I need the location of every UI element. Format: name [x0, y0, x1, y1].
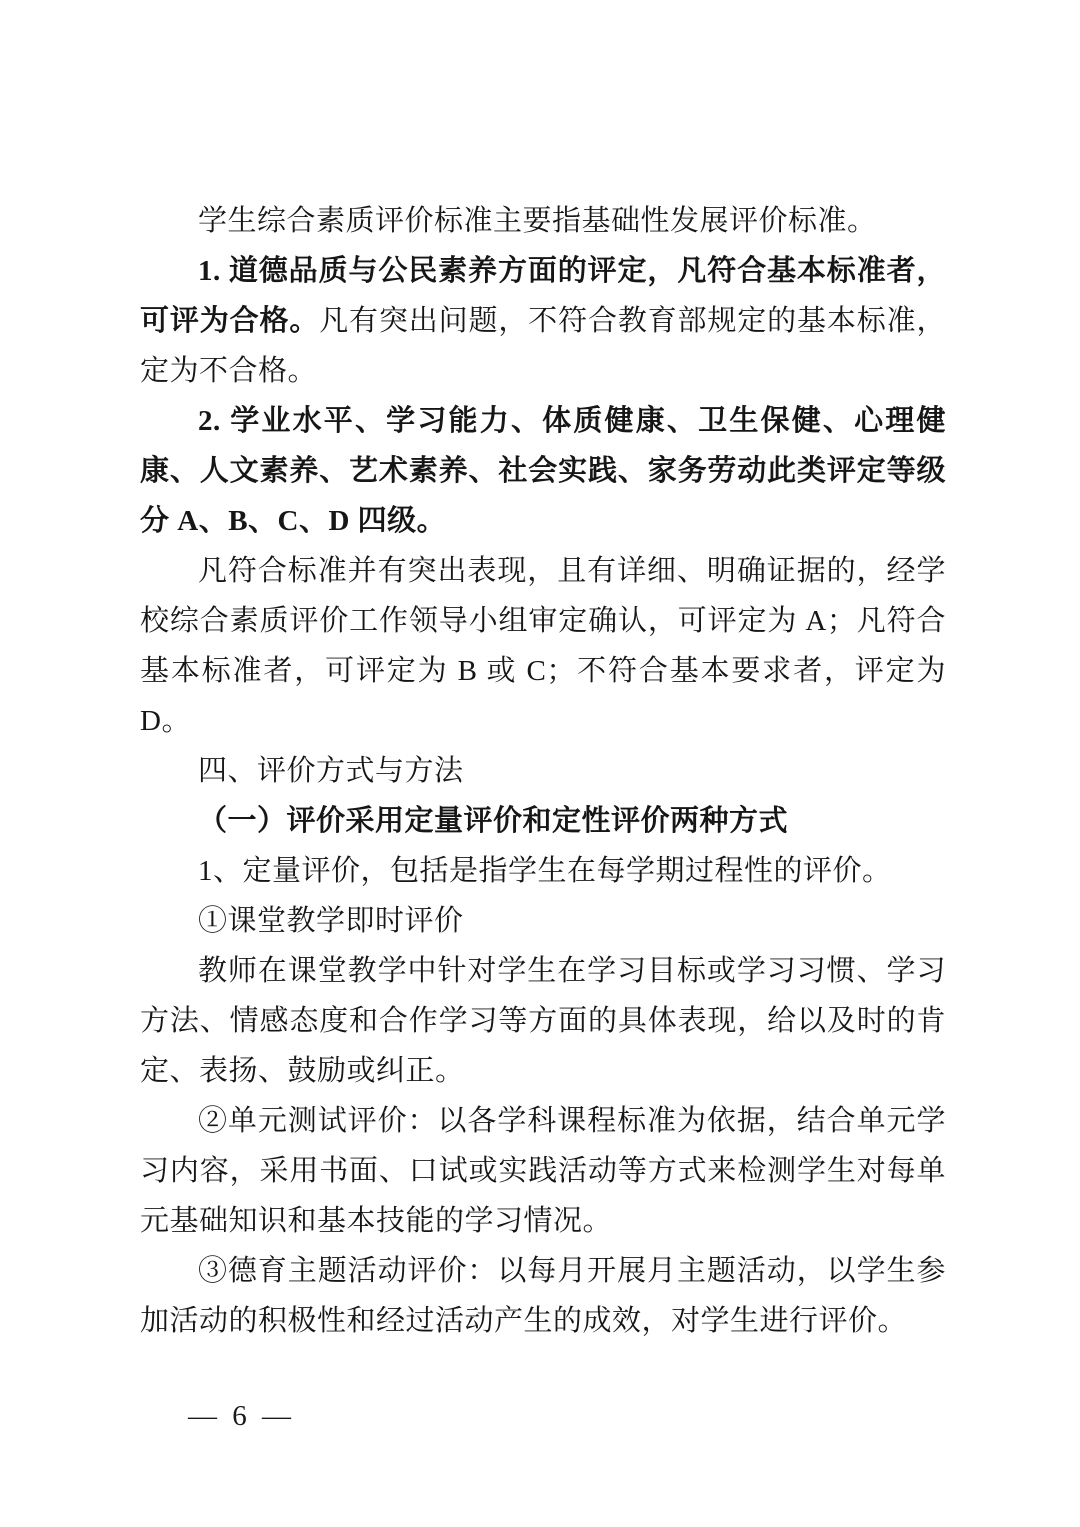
method-3-text: ③德育主题活动评价：以每月开展月主题活动，以学生参加活动的积极性和经过活动产生的成效，对学生进行评价。 [140, 1255, 946, 1337]
section-4-sub-1-heading [140, 796, 946, 846]
grading-rule-paragraph [140, 546, 946, 746]
section-4-heading-text: 四、评价方式与方法 [198, 755, 464, 787]
quantitative-intro-paragraph [140, 846, 946, 896]
grading-rule-text: 凡符合标准并有突出表现，且有详细、明确证据的，经学校综合素质评价工作领导小组审定确认，可评定为 A；凡符合基本标准者，可评定为 B 或 C；不符合基本要求者，评定为 D。 [140, 555, 946, 737]
method-1-title-text: ①课堂教学即时评价 [198, 905, 464, 937]
section-4-heading [140, 746, 946, 796]
document-body [140, 196, 946, 1346]
method-1-title [140, 896, 946, 946]
item-1-bold-text: 1. 道德品质与公民素养方面的评定，凡符合基本标准者，可评为合格。 [140, 255, 946, 337]
section-4-sub-1-heading-text: （一）评价采用定量评价和定性评价两种方式 [198, 805, 789, 837]
page-number: — 6 — [188, 1400, 295, 1432]
method-1-paragraph [140, 946, 946, 1096]
method-2-paragraph [140, 1096, 946, 1246]
intro-paragraph [140, 196, 946, 246]
item-2-paragraph [140, 396, 946, 546]
quantitative-intro-text: 1、定量评价，包括是指学生在每学期过程性的评价。 [198, 855, 892, 887]
item-1-paragraph [140, 246, 946, 396]
intro-text: 学生综合素质评价标准主要指基础性发展评价标准。 [198, 205, 877, 237]
item-2-bold-text: 2. 学业水平、学习能力、体质健康、卫生保健、心理健康、人文素养、艺术素养、社会实践、家务劳动此类评定等级分 A、B、C、D 四级。 [140, 405, 946, 537]
method-3-paragraph [140, 1246, 946, 1346]
method-1-body-text: 教师在课堂教学中针对学生在学习目标或学习习惯、学习方法、情感态度和合作学习等方面的具体表现，给以及时的肯定、表扬、鼓励或纠正。 [140, 955, 946, 1087]
method-2-text: ②单元测试评价：以各学科课程标准为依据，结合单元学习内容，采用书面、口试或实践活动等方式来检测学生对每单元基础知识和基本技能的学习情况。 [140, 1105, 946, 1237]
item-1-regular-text: 凡有突出问题，不符合教育部规定的基本标准，定为不合格。 [140, 305, 946, 387]
